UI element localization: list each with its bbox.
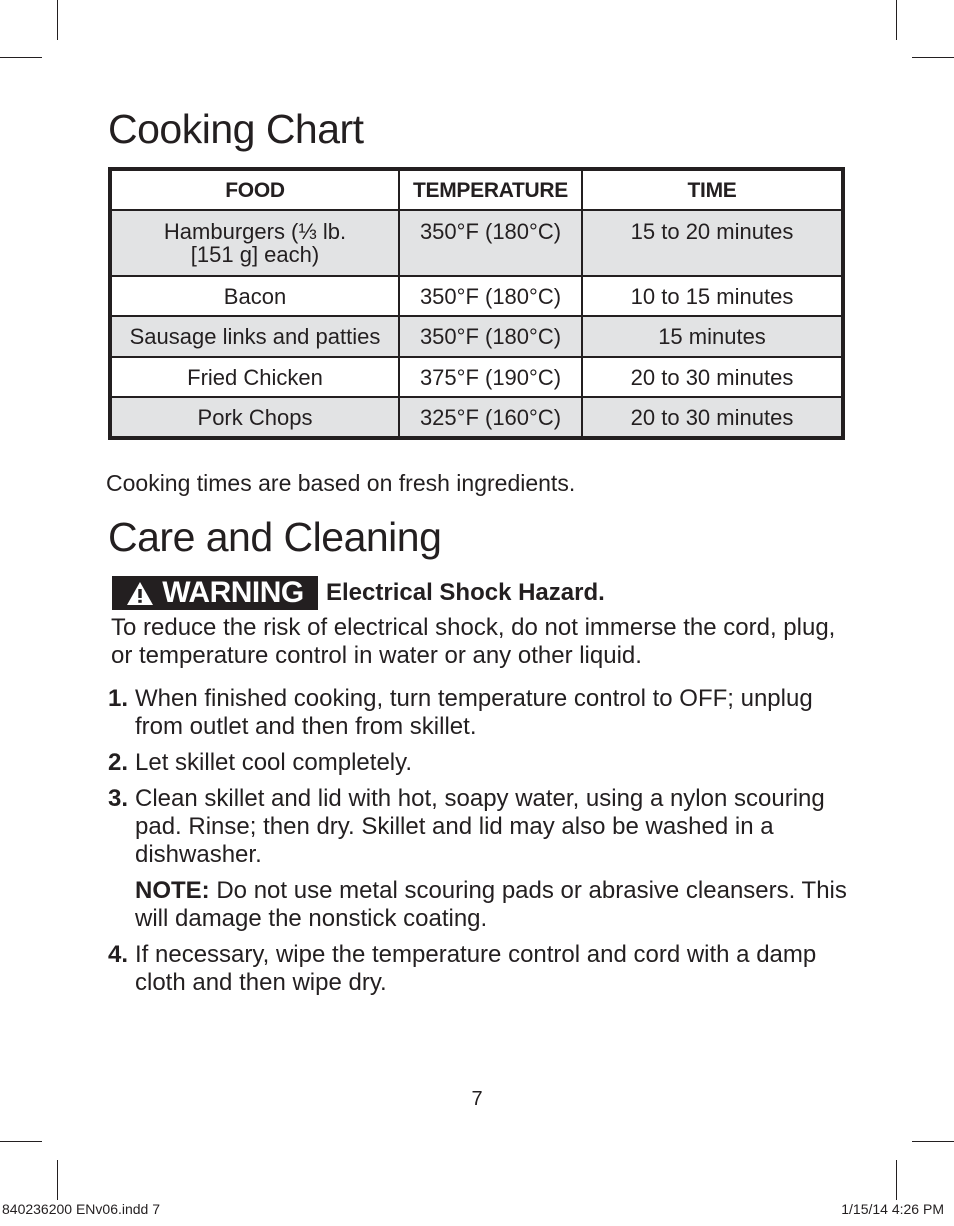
column-header-food: FOOD [110,169,399,210]
slug-file-name: 840236200 ENv06.indd 7 [2,1201,161,1217]
crop-mark [57,0,58,40]
table-row [110,276,843,317]
list-item [108,785,848,933]
temperature-cell: 375°F (190°C) [399,357,582,398]
cleaning-steps-list [108,685,848,1005]
warning-text: To reduce the risk of electrical shock, do not immerse the cord, plug, or temperature control in water or any other liquid. [111,614,836,669]
list-item [108,941,848,997]
warning-heading: Electrical Shock Hazard. [326,579,605,606]
time-cell: 20 to 30 minutes [582,357,843,398]
temperature-cell: 350°F (180°C) [399,316,582,357]
list-item [108,685,848,741]
table-row [110,210,843,276]
temperature-cell: 350°F (180°C) [399,210,582,276]
step-number: 3. [108,785,129,812]
food-cell: Sausage links and patties [110,316,399,357]
section-title-care-cleaning: Care and Cleaning [108,514,442,560]
time-cell: 15 to 20 minutes [582,210,843,276]
temperature-cell: 350°F (180°C) [399,276,582,317]
warning-badge-label: WARNING [162,576,304,609]
time-cell: 10 to 15 minutes [582,276,843,317]
cooking-chart-table [108,167,845,440]
crop-mark [912,57,954,58]
list-item [108,749,848,777]
note-label: NOTE: [135,877,210,904]
table-row [110,397,843,438]
step-text: Clean skillet and lid with hot, soapy water, using a nylon scouring pad. Rinse; then dry. Skillet and lid may also be washed in a dishwasher. [135,785,825,868]
food-line: [151 g] each) [190,242,320,267]
crop-mark [912,1141,954,1142]
table-header-row [110,169,843,210]
chart-footnote: Cooking times are based on fresh ingredients. [106,470,576,496]
food-cell: Bacon [110,276,399,317]
note-text: Do not use metal scouring pads or abrasive cleansers. This will damage the nonstick coating. [135,877,847,932]
food-cell [110,210,399,276]
warning-row [112,576,605,610]
step-number: 4. [108,941,129,968]
step-text: When finished cooking, turn temperature control to OFF; unplug from outlet and then from skillet. [135,685,813,740]
food-cell: Fried Chicken [110,357,399,398]
table-row [110,357,843,398]
food-line: Hamburgers (⅓ lb. [163,219,347,244]
column-header-temperature: TEMPERATURE [399,169,582,210]
step-number: 2. [108,749,129,776]
crop-mark [896,1160,897,1200]
column-header-time: TIME [582,169,843,210]
crop-mark [57,1160,58,1200]
temperature-cell: 325°F (160°C) [399,397,582,438]
page-number: 7 [471,1088,483,1110]
food-cell: Pork Chops [110,397,399,438]
time-cell: 15 minutes [582,316,843,357]
step-text: Let skillet cool completely. [135,749,413,776]
page-title-cooking-chart: Cooking Chart [108,106,364,152]
table-row [110,316,843,357]
step-text: If necessary, wipe the temperature control and cord with a damp cloth and then wipe dry. [135,941,817,996]
crop-mark [0,57,42,58]
slug-date-time: 1/15/14 4:26 PM [841,1201,944,1217]
crop-mark [896,0,897,40]
crop-mark [0,1141,42,1142]
time-cell: 20 to 30 minutes [582,397,843,438]
warning-triangle-icon [126,581,154,606]
step-note [135,877,848,933]
step-number: 1. [108,685,129,712]
warning-badge [112,576,318,610]
